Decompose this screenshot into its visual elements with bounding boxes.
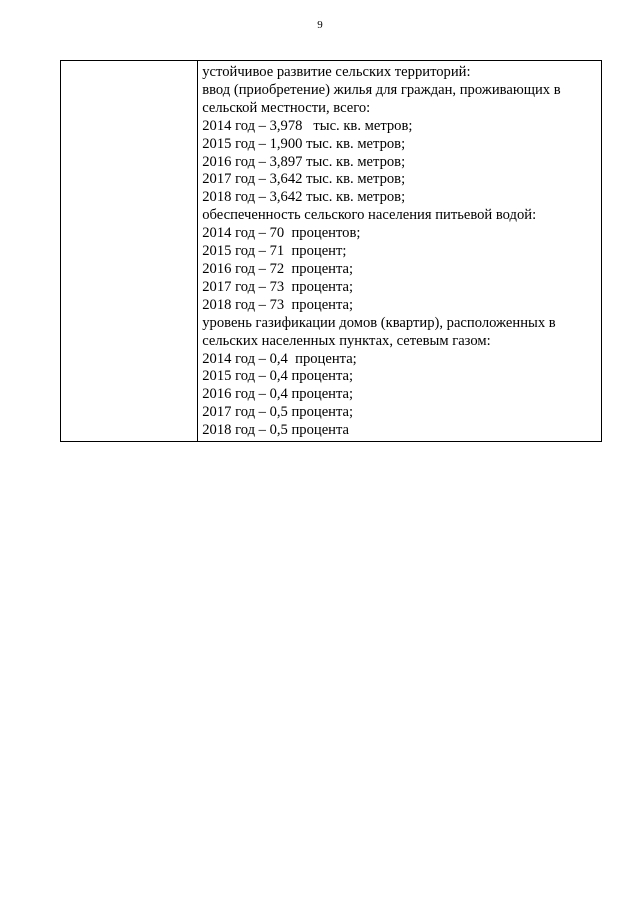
section-heading-rural-development: устойчивое развитие сельских территорий: [202, 64, 471, 80]
housing-2014: 2014 год – 3,978 тыс. кв. метров; [202, 117, 413, 134]
housing-2015: 2015 год – 1,900 тыс. кв. метров; [202, 135, 406, 152]
page-number: 9 [317, 19, 323, 31]
indicator-water-title: обеспеченность сельского населения питьевой водой: [202, 207, 537, 224]
gas-2016: 2016 год – 0,4 процента; [202, 386, 354, 403]
housing-2016: 2016 год – 3,897 тыс. кв. метров; [202, 153, 406, 170]
gas-2014: 2014 год – 0,4 процента; [202, 350, 357, 367]
table-row [61, 61, 602, 442]
gas-2017: 2017 год – 0,5 процента; [202, 404, 354, 421]
water-2017: 2017 год – 73 процента; [202, 278, 354, 295]
water-2016: 2016 год – 72 процента; [202, 260, 354, 277]
housing-2018: 2018 год – 3,642 тыс. кв. метров; [202, 189, 406, 206]
table-cell-right [198, 61, 602, 442]
water-2014: 2014 год – 70 процентов; [202, 225, 361, 242]
indicator-housing-title-cont: сельской местности, всего: [202, 99, 371, 116]
indicator-gas-title: уровень газификации домов (квартир), расположенных в [202, 314, 556, 331]
housing-2017: 2017 год – 3,642 тыс. кв. метров; [202, 171, 406, 188]
gas-2018: 2018 год – 0,5 процента [202, 422, 350, 439]
indicator-gas-title-cont: сельских населенных пунктах, сетевым газом: [202, 332, 491, 349]
water-2015: 2015 год – 71 процент; [202, 243, 347, 260]
water-2018: 2018 год – 73 процента; [202, 296, 354, 313]
indicators-table [60, 60, 602, 442]
table-cell-left [61, 61, 198, 442]
indicator-housing-title: ввод (приобретение) жилья для граждан, проживающих в [202, 81, 561, 98]
gas-2015: 2015 год – 0,4 процента; [202, 368, 354, 385]
